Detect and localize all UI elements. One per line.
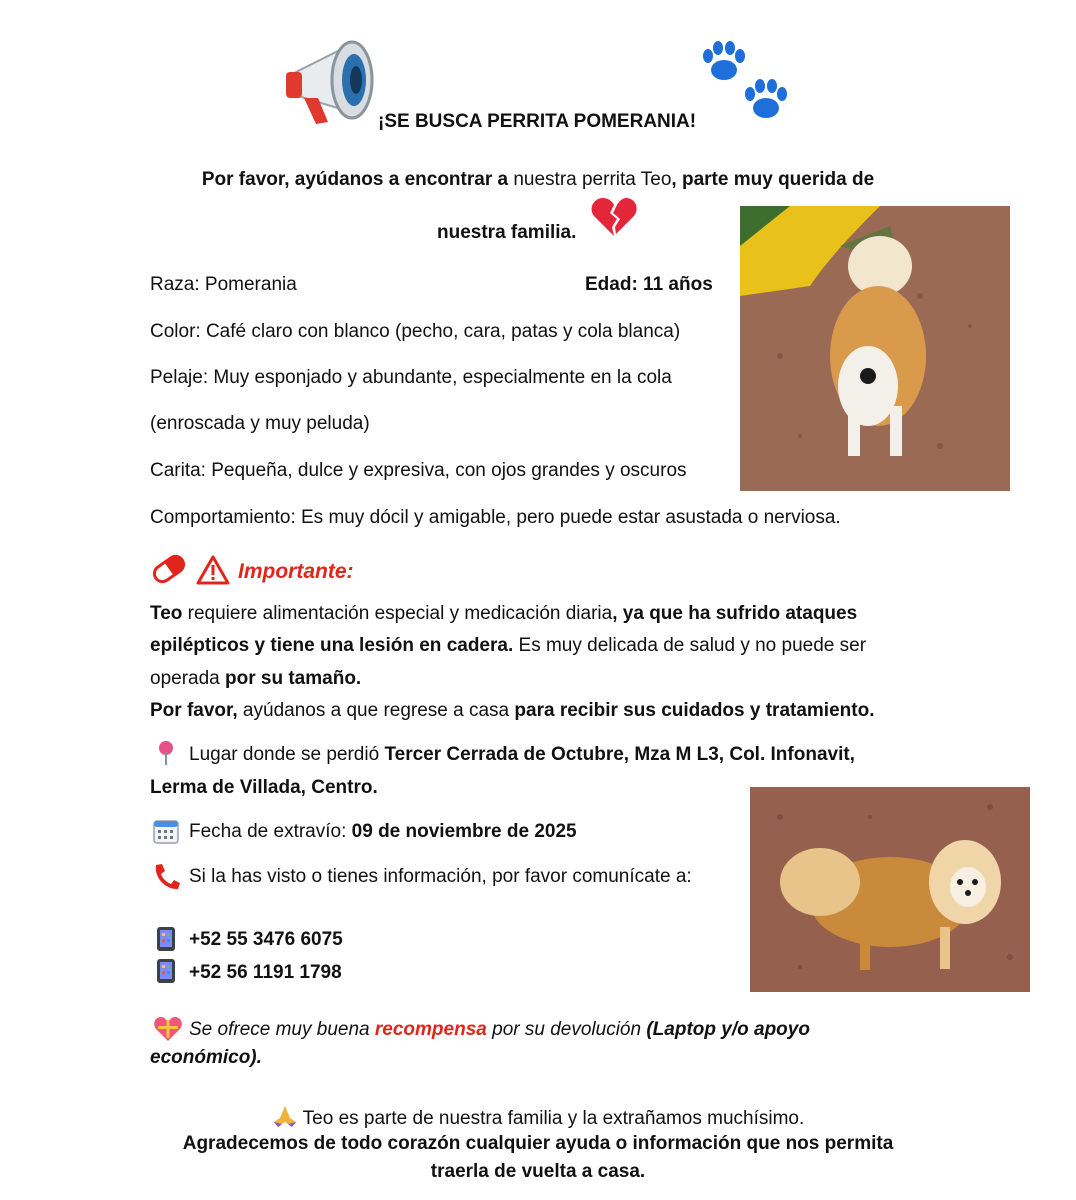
- important-heading: Importante:: [238, 560, 354, 583]
- closing-line-3: traerla de vuelta a casa.: [430, 1161, 646, 1182]
- mobile-phone-icon: [156, 958, 176, 984]
- reward-line-1: Se ofrece muy buena recompensa por su devolución (Laptop y/o apoyo: [189, 1019, 810, 1040]
- mobile-phone-icon: [156, 926, 176, 952]
- detail-color: Color: Café claro con blanco (pecho, cara, patas y cola blanca): [150, 321, 681, 342]
- intro-line-2: nuestra familia.: [437, 222, 577, 243]
- contact-text: Si la has visto o tienes información, por favor comunícate a:: [189, 866, 692, 887]
- phone-icon: [152, 862, 180, 890]
- reward-line-2: económico).: [150, 1047, 262, 1068]
- pin-icon: [156, 740, 176, 766]
- detail-carita: Carita: Pequeña, dulce y expresiva, con ojos grandes y oscuros: [150, 460, 687, 481]
- paw-prints-icon: [696, 40, 796, 128]
- closing-line-1: Teo es parte de nuestra familia y la extrañamos muchísimo.: [0, 1104, 1076, 1131]
- warning-icon: [196, 555, 230, 585]
- location-line-1: Lugar donde se perdió Tercer Cerrada de Octubre, Mza M L3, Col. Infonavit,: [189, 744, 855, 765]
- date-line: Fecha de extravío: 09 de noviembre de 2025: [189, 821, 577, 842]
- pill-icon: [150, 552, 188, 586]
- detail-edad: Edad: 11 años: [585, 274, 713, 295]
- intro-line-1: Por favor, ayúdanos a encontrar a nuestra perrita Teo, parte muy querida de: [201, 169, 875, 190]
- location-line-2: Lerma de Villada, Centro.: [150, 777, 378, 798]
- broken-heart-icon: [590, 196, 638, 238]
- important-line-3: operada por su tamaño.: [150, 668, 362, 689]
- important-line-1: Teo requiere alimentación especial y medicación diaria, ya que ha sufrido ataques: [150, 603, 858, 624]
- phone-number-1[interactable]: +52 55 3476 6075: [189, 929, 343, 950]
- phone-number-2[interactable]: +52 56 1191 1798: [189, 962, 342, 983]
- dog-photo-1: [740, 206, 1010, 491]
- closing-line-2: Agradecemos de todo corazón cualquier ayuda o información que nos permita: [182, 1133, 894, 1154]
- detail-raza: Raza: Pomerania: [150, 274, 297, 295]
- heart-gift-icon: [153, 1016, 183, 1042]
- detail-pelaje-2: (enroscada y muy peluda): [150, 413, 370, 434]
- dog-photo-2: [750, 787, 1030, 992]
- calendar-icon: [153, 818, 179, 844]
- important-line-4: Por favor, ayúdanos a que regrese a casa para recibir sus cuidados y tratamiento.: [150, 700, 875, 721]
- praying-hands-icon: [272, 1104, 298, 1128]
- detail-comportamiento: Comportamiento: Es muy dócil y amigable, pero puede estar asustada o nerviosa.: [150, 507, 841, 528]
- page-title: ¡SE BUSCA PERRITA POMERANIA!: [378, 111, 697, 132]
- megaphone-icon: [282, 36, 378, 128]
- detail-pelaje-1: Pelaje: Muy esponjado y abundante, especialmente en la cola: [150, 367, 672, 388]
- important-line-2: epilépticos y tiene una lesión en cadera. Es muy delicada de salud y no puede ser: [150, 635, 867, 656]
